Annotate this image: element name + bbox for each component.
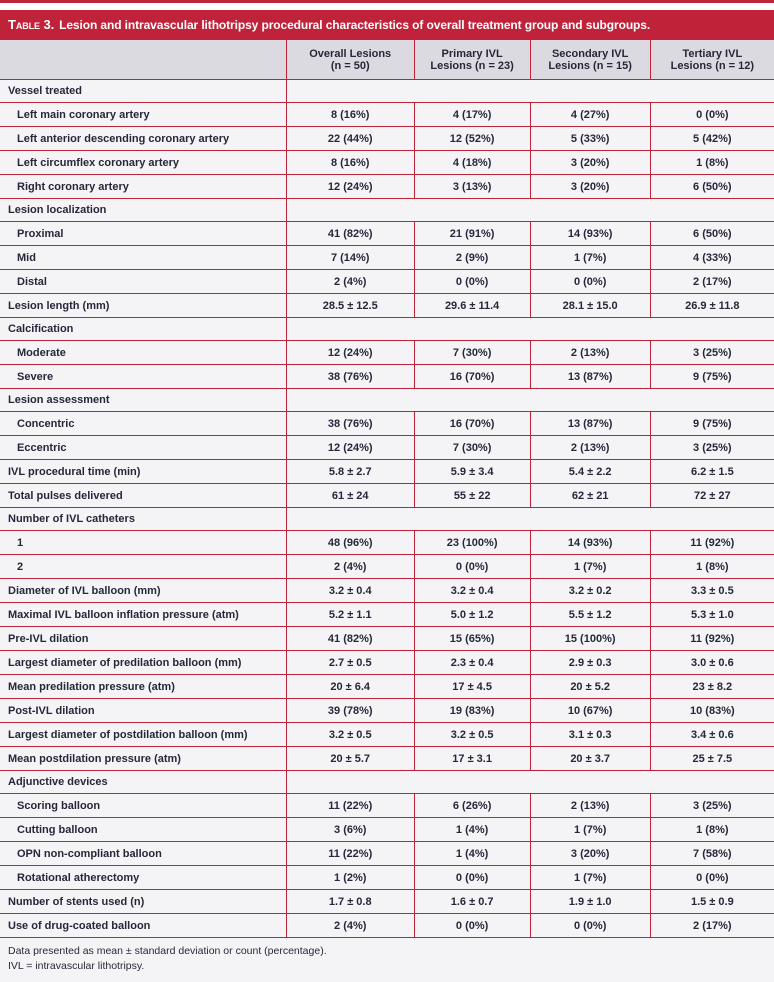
value-cell: 5 (33%) — [530, 127, 650, 151]
table-row — [0, 246, 774, 270]
value-cell: 2 (4%) — [286, 914, 414, 938]
value-cell: 8 (16%) — [286, 103, 414, 127]
value-cell: 14 (93%) — [530, 222, 650, 246]
column-header-line1: Overall Lesions — [309, 47, 392, 60]
section-empty-cells — [286, 508, 774, 531]
table-row — [0, 103, 774, 127]
value-cell: 17 ± 3.1 — [414, 747, 530, 771]
table-row — [0, 794, 774, 818]
section-row — [0, 508, 774, 531]
value-cell: 28.1 ± 15.0 — [530, 294, 650, 318]
value-cell: 6 (50%) — [650, 222, 774, 246]
value-cell: 5.5 ± 1.2 — [530, 603, 650, 627]
value-cell: 0 (0%) — [414, 555, 530, 579]
table-row — [0, 365, 774, 389]
row-label: 1 — [0, 531, 286, 555]
section-empty-cells — [286, 771, 774, 794]
section-empty-cells — [286, 389, 774, 412]
table-row — [0, 270, 774, 294]
row-label: Proximal — [0, 222, 286, 246]
table-row — [0, 484, 774, 508]
value-cell: 1 (7%) — [530, 246, 650, 270]
table-row — [0, 222, 774, 246]
table-caption: Lesion and intravascular lithotripsy procedural characteristics of overall treatment group and subgroups. — [59, 18, 651, 32]
value-cell: 22 (44%) — [286, 127, 414, 151]
table-row — [0, 914, 774, 938]
value-cell: 4 (27%) — [530, 103, 650, 127]
value-cell: 15 (65%) — [414, 627, 530, 651]
value-cell: 5.2 ± 1.1 — [286, 603, 414, 627]
value-cell: 1.9 ± 1.0 — [530, 890, 650, 914]
value-cell: 20 ± 3.7 — [530, 747, 650, 771]
table-row — [0, 818, 774, 842]
value-cell: 23 ± 8.2 — [650, 675, 774, 699]
value-cell: 3.2 ± 0.5 — [286, 723, 414, 747]
table-row — [0, 675, 774, 699]
value-cell: 6 (26%) — [414, 794, 530, 818]
value-cell: 0 (0%) — [414, 270, 530, 294]
value-cell: 10 (83%) — [650, 699, 774, 723]
row-label: Mean predilation pressure (atm) — [0, 675, 286, 699]
column-header — [530, 40, 650, 80]
value-cell: 3 (6%) — [286, 818, 414, 842]
value-cell: 0 (0%) — [530, 914, 650, 938]
table-row — [0, 579, 774, 603]
value-cell: 29.6 ± 11.4 — [414, 294, 530, 318]
value-cell: 15 (100%) — [530, 627, 650, 651]
footnote-line: IVL = intravascular lithotripsy. — [8, 959, 145, 972]
table-row — [0, 555, 774, 579]
section-empty-cells — [286, 318, 774, 341]
value-cell: 2 (17%) — [650, 914, 774, 938]
table-row — [0, 723, 774, 747]
value-cell: 1 (8%) — [650, 818, 774, 842]
value-cell: 2.7 ± 0.5 — [286, 651, 414, 675]
row-label: Rotational atherectomy — [0, 866, 286, 890]
value-cell: 3.0 ± 0.6 — [650, 651, 774, 675]
section-row — [0, 199, 774, 222]
table-row — [0, 747, 774, 771]
value-cell: 5.9 ± 3.4 — [414, 460, 530, 484]
value-cell: 26.9 ± 11.8 — [650, 294, 774, 318]
row-label: Mid — [0, 246, 286, 270]
column-header-line2: (n = 50) — [330, 59, 370, 72]
value-cell: 3 (20%) — [530, 175, 650, 199]
value-cell: 61 ± 24 — [286, 484, 414, 508]
value-cell: 2 (4%) — [286, 555, 414, 579]
value-cell: 20 ± 5.2 — [530, 675, 650, 699]
row-label: Moderate — [0, 341, 286, 365]
column-header-line1: Primary IVL — [441, 47, 503, 60]
section-empty-cells — [286, 80, 774, 103]
value-cell: 8 (16%) — [286, 151, 414, 175]
table-row — [0, 127, 774, 151]
value-cell: 1 (8%) — [650, 151, 774, 175]
value-cell: 5 (42%) — [650, 127, 774, 151]
value-cell: 55 ± 22 — [414, 484, 530, 508]
section-empty-cells — [286, 199, 774, 222]
value-cell: 2 (17%) — [650, 270, 774, 294]
table-row — [0, 890, 774, 914]
value-cell: 1 (4%) — [414, 842, 530, 866]
row-label: Distal — [0, 270, 286, 294]
row-label: Number of IVL catheters — [0, 508, 286, 531]
value-cell: 3.2 ± 0.4 — [414, 579, 530, 603]
table-row — [0, 151, 774, 175]
value-cell: 2 (13%) — [530, 436, 650, 460]
value-cell: 2 (13%) — [530, 341, 650, 365]
table-row — [0, 531, 774, 555]
row-label: Largest diameter of postdilation balloon (mm) — [0, 723, 286, 747]
value-cell: 3 (20%) — [530, 151, 650, 175]
table-row — [0, 866, 774, 890]
value-cell: 0 (0%) — [650, 103, 774, 127]
value-cell: 28.5 ± 12.5 — [286, 294, 414, 318]
value-cell: 1 (2%) — [286, 866, 414, 890]
row-label: Largest diameter of predilation balloon (mm) — [0, 651, 286, 675]
row-label: Calcification — [0, 318, 286, 341]
value-cell: 3 (25%) — [650, 436, 774, 460]
row-label: Left circumflex coronary artery — [0, 151, 286, 175]
column-header-line2: Lesions (n = 15) — [548, 59, 632, 72]
row-label: Maximal IVL balloon inflation pressure (atm) — [0, 603, 286, 627]
table-footnotes — [0, 938, 774, 982]
row-label: Cutting balloon — [0, 818, 286, 842]
value-cell: 12 (24%) — [286, 436, 414, 460]
row-label: Left anterior descending coronary artery — [0, 127, 286, 151]
row-label: Left main coronary artery — [0, 103, 286, 127]
row-label: Use of drug-coated balloon — [0, 914, 286, 938]
row-label: 2 — [0, 555, 286, 579]
value-cell: 0 (0%) — [530, 270, 650, 294]
value-cell: 21 (91%) — [414, 222, 530, 246]
value-cell: 9 (75%) — [650, 365, 774, 389]
value-cell: 1 (4%) — [414, 818, 530, 842]
value-cell: 7 (14%) — [286, 246, 414, 270]
value-cell: 1.5 ± 0.9 — [650, 890, 774, 914]
value-cell: 20 ± 6.4 — [286, 675, 414, 699]
table-row — [0, 603, 774, 627]
value-cell: 1 (7%) — [530, 866, 650, 890]
column-header-line2: Lesions (n = 23) — [430, 59, 514, 72]
table-row — [0, 412, 774, 436]
value-cell: 4 (18%) — [414, 151, 530, 175]
value-cell: 38 (76%) — [286, 365, 414, 389]
value-cell: 2.3 ± 0.4 — [414, 651, 530, 675]
column-header-row — [0, 40, 774, 80]
value-cell: 2.9 ± 0.3 — [530, 651, 650, 675]
column-header — [414, 40, 530, 80]
table-row — [0, 436, 774, 460]
value-cell: 16 (70%) — [414, 365, 530, 389]
value-cell: 5.0 ± 1.2 — [414, 603, 530, 627]
value-cell: 3 (25%) — [650, 794, 774, 818]
value-cell: 5.3 ± 1.0 — [650, 603, 774, 627]
value-cell: 2 (9%) — [414, 246, 530, 270]
value-cell: 3.1 ± 0.3 — [530, 723, 650, 747]
row-label: Eccentric — [0, 436, 286, 460]
value-cell: 72 ± 27 — [650, 484, 774, 508]
row-label: IVL procedural time (min) — [0, 460, 286, 484]
value-cell: 7 (30%) — [414, 436, 530, 460]
table-row — [0, 627, 774, 651]
value-cell: 12 (24%) — [286, 175, 414, 199]
value-cell: 6.2 ± 1.5 — [650, 460, 774, 484]
value-cell: 3.2 ± 0.5 — [414, 723, 530, 747]
value-cell: 0 (0%) — [650, 866, 774, 890]
row-label: Lesion length (mm) — [0, 294, 286, 318]
value-cell: 12 (52%) — [414, 127, 530, 151]
value-cell: 14 (93%) — [530, 531, 650, 555]
value-cell: 7 (58%) — [650, 842, 774, 866]
value-cell: 39 (78%) — [286, 699, 414, 723]
value-cell: 0 (0%) — [414, 914, 530, 938]
value-cell: 11 (92%) — [650, 531, 774, 555]
row-label: Severe — [0, 365, 286, 389]
value-cell: 10 (67%) — [530, 699, 650, 723]
value-cell: 3 (13%) — [414, 175, 530, 199]
table-body — [0, 80, 774, 938]
row-label: Lesion localization — [0, 199, 286, 222]
value-cell: 1 (7%) — [530, 555, 650, 579]
corner-cell — [0, 40, 286, 80]
footnote-line: Data presented as mean ± standard deviation or count (percentage). — [8, 945, 327, 957]
value-cell: 20 ± 5.7 — [286, 747, 414, 771]
value-cell: 11 (22%) — [286, 842, 414, 866]
column-header-line1: Tertiary IVL — [682, 47, 743, 60]
row-label: Pre-IVL dilation — [0, 627, 286, 651]
value-cell: 3.2 ± 0.2 — [530, 579, 650, 603]
row-label: Total pulses delivered — [0, 484, 286, 508]
value-cell: 16 (70%) — [414, 412, 530, 436]
top-rule-divider — [0, 0, 774, 3]
row-label: Vessel treated — [0, 80, 286, 103]
value-cell: 41 (82%) — [286, 222, 414, 246]
row-label: OPN non-compliant balloon — [0, 842, 286, 866]
value-cell: 1.6 ± 0.7 — [414, 890, 530, 914]
table-row — [0, 175, 774, 199]
row-label: Number of stents used (n) — [0, 890, 286, 914]
value-cell: 3.2 ± 0.4 — [286, 579, 414, 603]
table-row — [0, 341, 774, 365]
value-cell: 1 (7%) — [530, 818, 650, 842]
section-row — [0, 80, 774, 103]
table-row — [0, 460, 774, 484]
row-label: Scoring balloon — [0, 794, 286, 818]
value-cell: 6 (50%) — [650, 175, 774, 199]
row-label: Post-IVL dilation — [0, 699, 286, 723]
column-header — [286, 40, 414, 80]
value-cell: 19 (83%) — [414, 699, 530, 723]
value-cell: 25 ± 7.5 — [650, 747, 774, 771]
value-cell: 7 (30%) — [414, 341, 530, 365]
table-row — [0, 699, 774, 723]
section-row — [0, 771, 774, 794]
table-row — [0, 294, 774, 318]
procedural-characteristics-table — [0, 40, 774, 938]
column-header-line2: Lesions (n = 12) — [670, 59, 755, 72]
value-cell: 0 (0%) — [414, 866, 530, 890]
value-cell: 11 (22%) — [286, 794, 414, 818]
value-cell: 48 (96%) — [286, 531, 414, 555]
value-cell: 3 (20%) — [530, 842, 650, 866]
row-label: Adjunctive devices — [0, 771, 286, 794]
value-cell: 11 (92%) — [650, 627, 774, 651]
column-header-line1: Secondary IVL — [551, 47, 629, 60]
row-label: Right coronary artery — [0, 175, 286, 199]
section-row — [0, 389, 774, 412]
table-row — [0, 842, 774, 866]
table-row — [0, 651, 774, 675]
value-cell: 13 (87%) — [530, 365, 650, 389]
value-cell: 3.3 ± 0.5 — [650, 579, 774, 603]
value-cell: 62 ± 21 — [530, 484, 650, 508]
row-label: Concentric — [0, 412, 286, 436]
value-cell: 38 (76%) — [286, 412, 414, 436]
value-cell: 3.4 ± 0.6 — [650, 723, 774, 747]
value-cell: 1.7 ± 0.8 — [286, 890, 414, 914]
row-label: Diameter of IVL balloon (mm) — [0, 579, 286, 603]
value-cell: 23 (100%) — [414, 531, 530, 555]
value-cell: 4 (17%) — [414, 103, 530, 127]
value-cell: 41 (82%) — [286, 627, 414, 651]
value-cell: 4 (33%) — [650, 246, 774, 270]
value-cell: 3 (25%) — [650, 341, 774, 365]
value-cell: 5.8 ± 2.7 — [286, 460, 414, 484]
value-cell: 2 (4%) — [286, 270, 414, 294]
value-cell: 2 (13%) — [530, 794, 650, 818]
value-cell: 13 (87%) — [530, 412, 650, 436]
row-label: Mean postdilation pressure (atm) — [0, 747, 286, 771]
column-header — [650, 40, 774, 80]
row-label: Lesion assessment — [0, 389, 286, 412]
value-cell: 17 ± 4.5 — [414, 675, 530, 699]
table-title-bar — [0, 10, 774, 40]
section-row — [0, 318, 774, 341]
table-number: Table 3. — [8, 17, 55, 32]
value-cell: 9 (75%) — [650, 412, 774, 436]
value-cell: 1 (8%) — [650, 555, 774, 579]
value-cell: 12 (24%) — [286, 341, 414, 365]
value-cell: 5.4 ± 2.2 — [530, 460, 650, 484]
